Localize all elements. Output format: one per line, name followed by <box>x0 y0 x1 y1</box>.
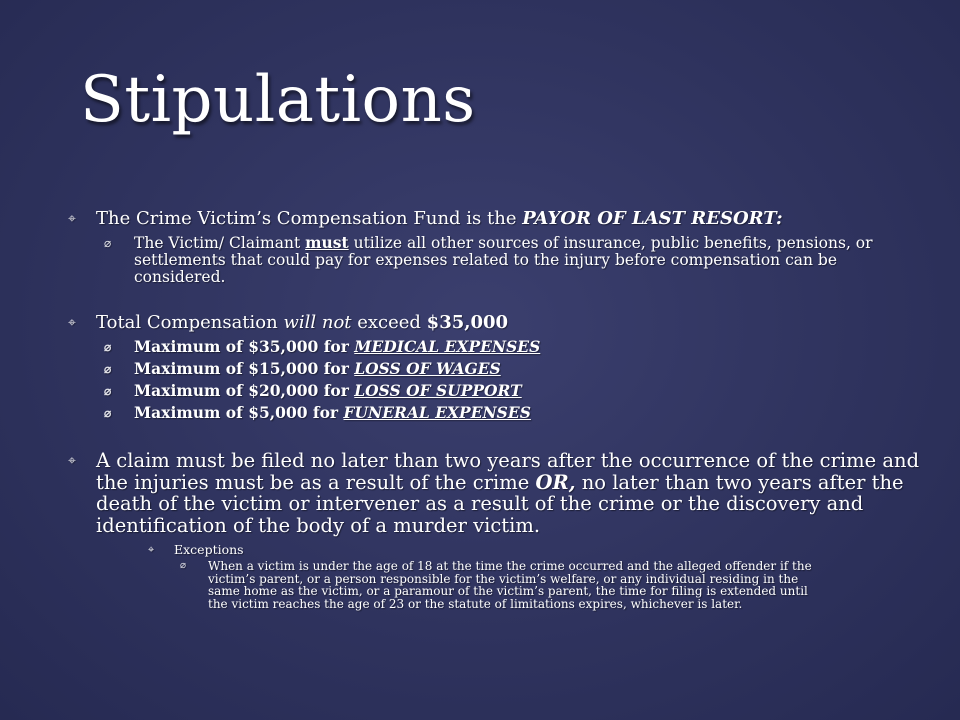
max-item <box>104 360 920 378</box>
claimant-prefix: The Victim/ Claimant <box>134 234 306 252</box>
sub-bullet-marker-icon: ⌀ <box>104 340 112 354</box>
bullet-marker-icon: ⌖ <box>68 315 76 331</box>
total-prefix: Total Compensation <box>96 312 284 333</box>
max-item-prefix: Maximum of $20,000 for <box>134 381 355 400</box>
max-item-text <box>134 382 920 399</box>
max-item-category: LOSS OF SUPPORT <box>354 381 522 400</box>
bullet-payor-sub <box>104 234 920 286</box>
payor-prefix: The Crime Victim’s Compensation Fund is the <box>96 208 523 229</box>
bullet-total <box>68 312 920 334</box>
payor-emphasis: PAYOR OF LAST RESORT: <box>522 208 783 229</box>
exception-item <box>180 560 820 610</box>
exceptions-heading <box>148 542 920 557</box>
slide-title: Stipulations <box>80 63 476 137</box>
max-item-category: LOSS OF WAGES <box>354 359 501 378</box>
max-item <box>104 338 920 356</box>
bullet-marker-icon: ⌖ <box>68 453 76 469</box>
claimant-suffix: utilize all other sources of insurance, public benefits, pensions, or settlements that could pay for expenses related to the injury before compensation can be considered. <box>134 234 873 286</box>
sub-bullet-marker-icon: ⌀ <box>104 384 112 398</box>
sub-bullet-marker-icon: ⌖ <box>148 543 155 556</box>
claimant-must: must <box>305 233 349 252</box>
exception-text: When a victim is under the age of 18 at the time the crime occurred and the alleged offender if the victim’s parent, or a person responsible for the victim’s welfare, or any individual residing in the same home as the victim, or a paramour of the victim’s parent, the time for filing is extended until the victim reaches the age of 23 or the statute of limitations expires, whichever is later. <box>208 559 812 611</box>
bullet-payor <box>68 208 920 230</box>
bullet-claim-text <box>96 450 920 536</box>
max-item-text <box>134 338 920 355</box>
bullet-total-text <box>96 312 920 334</box>
bullet-payor-sub-text <box>134 234 920 286</box>
bullet-marker-icon: ⌖ <box>68 211 76 227</box>
slide-body <box>68 208 920 610</box>
claim-part1: A claim must be filed no later than two years after the occurrence of the crime and the injuries must be as a result of the crime <box>96 449 920 494</box>
sub-bullet-marker-icon: ⌀ <box>104 362 112 376</box>
claim-part2: no later than two years after the death of the victim or intervener as a result of the crime or the discovery and identification of the body of a murder victim. <box>96 470 904 537</box>
sub-bullet-marker-icon: ⌀ <box>104 236 112 250</box>
max-item-text <box>134 360 920 377</box>
total-will-not: will not <box>283 312 352 333</box>
max-item <box>104 382 920 400</box>
max-item-prefix: Maximum of $35,000 for <box>134 337 355 356</box>
sub-bullet-marker-icon: ⌀ <box>180 560 187 571</box>
max-item-category: MEDICAL EXPENSES <box>354 337 541 356</box>
total-middle: exceed <box>351 312 427 333</box>
sub-bullet-marker-icon: ⌀ <box>104 406 112 420</box>
bullet-payor-text <box>96 208 920 230</box>
bullet-claim <box>68 450 920 536</box>
total-amount: $35,000 <box>426 312 509 333</box>
max-item-text <box>134 404 920 421</box>
max-item-prefix: Maximum of $5,000 for <box>134 403 344 422</box>
max-item <box>104 404 920 422</box>
max-item-prefix: Maximum of $15,000 for <box>134 359 355 378</box>
claim-or: OR, <box>535 470 576 494</box>
exceptions-label: Exceptions <box>174 542 244 557</box>
max-item-category: FUNERAL EXPENSES <box>343 403 531 422</box>
